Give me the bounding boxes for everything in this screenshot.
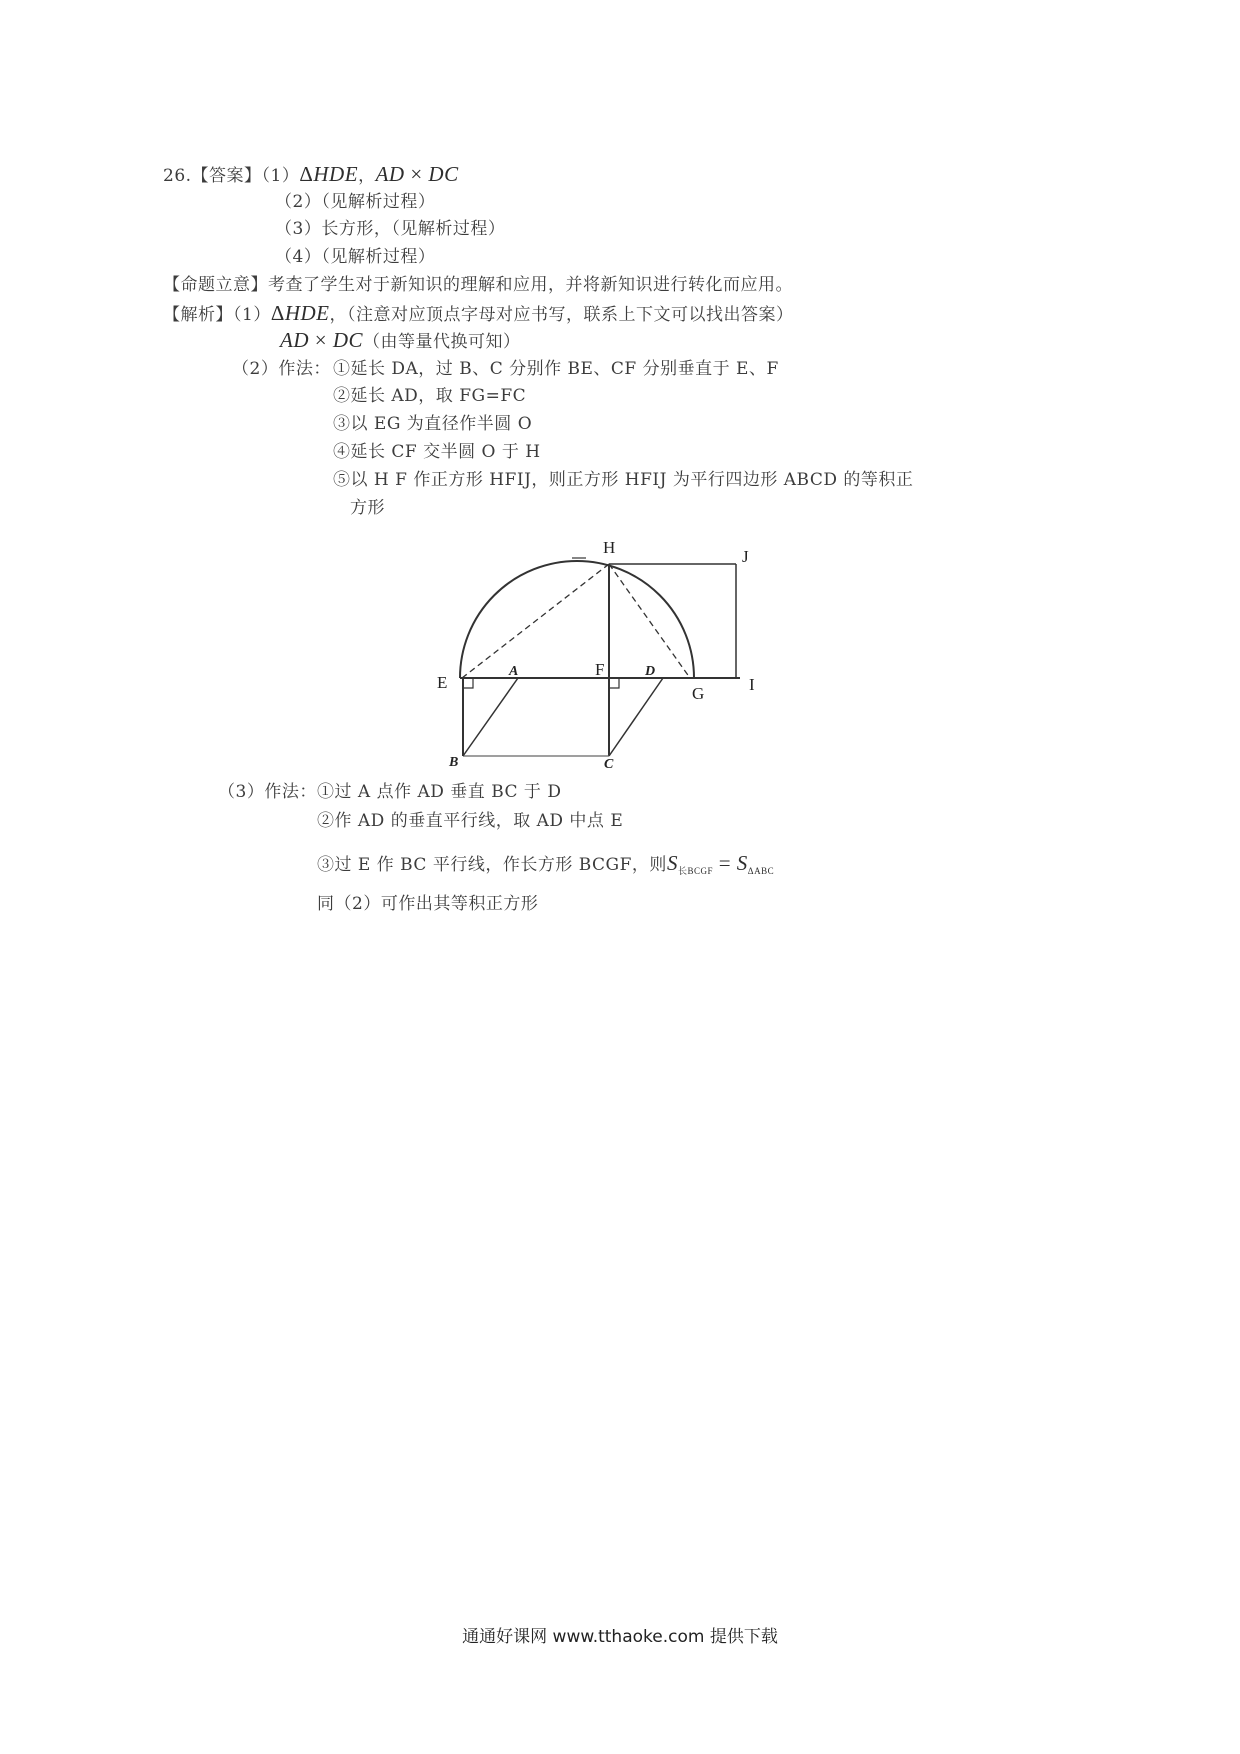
answer-part1-label: （1） (261, 166, 300, 186)
dashed-h-g (609, 564, 690, 678)
answer-line-3: （3）长方形，（见解析过程） (275, 219, 506, 239)
area-formula: $S_{长BCGF} = S_{\Delta ABC}$ (666, 851, 775, 876)
right-angle-mark-e (463, 678, 473, 688)
geometry-figure (430, 530, 760, 770)
answer-product: AD × DC (375, 162, 459, 186)
answer-line-4: （4）（见解析过程） (275, 247, 436, 267)
analysis-line-2 (280, 329, 521, 353)
analysis-triangle: ΔHDE (270, 301, 330, 325)
label-e: E (437, 673, 448, 692)
analysis-part3-step-1: ①过 A 点作 AD 垂直 BC 于 D (317, 782, 562, 802)
analysis-part3-step-3-text: ③过 E 作 BC 平行线，作长方形 BCGF，则 (317, 855, 667, 875)
analysis-part3-label: （3）作法： (218, 782, 317, 802)
analysis-product: AD × DC (280, 328, 364, 352)
analysis-part3-end: 同（2）可作出其等积正方形 (317, 894, 539, 914)
label-d: D (645, 664, 656, 679)
label-c: C (604, 757, 614, 770)
analysis-part3-step-2: ②作 AD 的垂直平行线，取 AD 中点 E (317, 811, 624, 831)
label-h: H (603, 538, 616, 557)
label-j: J (742, 547, 749, 566)
analysis-part2-step-1: ①延长 DA，过 B、C 分别作 BE、CF 分别垂直于 E、F (333, 359, 779, 379)
segment-b-a (463, 678, 518, 756)
label-b: B (449, 755, 459, 770)
answer-line-1 (163, 163, 459, 187)
label-g: G (692, 684, 705, 703)
analysis-part3-step-3 (317, 852, 774, 882)
analysis-part2-step-4: ④延长 CF 交半圆 O 于 H (333, 442, 541, 462)
right-angle-mark-f (609, 678, 619, 688)
analysis-part2-step-5: ⑤以 H F 作正方形 HFIJ，则正方形 HFIJ 为平行四边形 ABCD 的等积正 (333, 470, 914, 490)
label-a: A (509, 664, 519, 679)
page-footer: 通通好课网 www.tthaoke.com 提供下载 (462, 1627, 778, 1647)
analysis-part2-step-2: ②延长 AD，取 FG=FC (333, 386, 527, 406)
analysis-part1-label: （1） (233, 305, 271, 325)
intent-line (163, 274, 793, 296)
answer-separator: ， (358, 166, 376, 186)
analysis-part2-step-5-cont: 方形 (350, 498, 385, 518)
answer-line-2: （2）（见解析过程） (275, 192, 436, 212)
intent-tag: 【命题立意】 (163, 275, 268, 295)
semicircle (460, 561, 694, 678)
analysis-part2-step-3: ③以 EG 为直径作半圆 O (333, 414, 533, 434)
analysis-part2-label: （2）作法： (232, 359, 331, 379)
analysis-part1-note: ，（注意对应顶点字母对应书写，联系上下文可以找出答案） (329, 305, 794, 325)
dashed-h-e (462, 564, 609, 678)
intent-text: 考查了学生对于新知识的理解和应用，并将新知识进行转化而应用。 (268, 275, 793, 295)
answer-triangle: ΔHDE (299, 162, 359, 186)
segment-c-d (609, 678, 663, 756)
analysis-product-note: （由等量代换可知） (363, 332, 521, 352)
analysis-tag: 【解析】 (163, 305, 233, 325)
question-number: 26. (163, 166, 192, 186)
label-i: I (749, 675, 755, 694)
analysis-line-1 (163, 302, 794, 326)
answer-tag: 【答案】 (191, 166, 262, 186)
label-f: F (595, 660, 605, 679)
